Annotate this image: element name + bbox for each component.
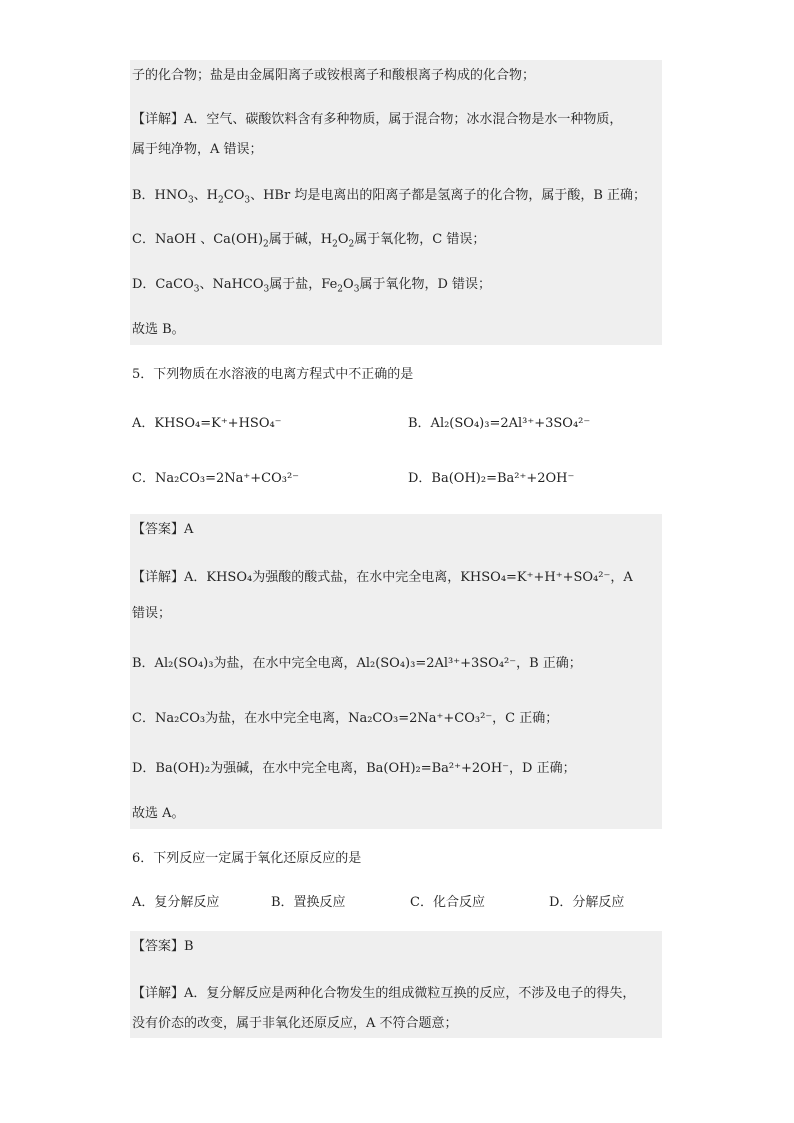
question-6-stem: 6．下列反应一定属于氧化还原反应的是 [132,851,362,866]
question-6-option-d: D．分解反应 [549,895,625,910]
explanation-heading: 【详解】A．空气、碳酸饮料含有多种物质，属于混合物；冰水混合物是水一种物质， [132,112,623,127]
question-5-option-d: D．Ba(OH)₂=Ba²⁺+2OH⁻ [408,471,575,486]
question-6-option-b: B．置换反应 [271,895,346,910]
question-6-option-c: C．化合反应 [410,895,485,910]
text-line-option-d: D．CaCO$_3$、NaHCO$_3$属于盐，$Fe_2O_3$属于氧化物，D 错误； [132,277,491,295]
question-5-option-b: B．Al₂(SO₄)₃=2Al³⁺+3SO₄²⁻ [408,416,591,431]
question-5-option-c: C．Na₂CO₃=2Na⁺+CO₃²⁻ [132,471,300,486]
explanation-6-a-cont: 没有价态的改变，属于非氧化还原反应，A 不符合题意； [132,1016,458,1031]
answer-5: 【答案】A [132,522,194,537]
explanation-5-b: B．Al₂(SO₄)₃为盐，在水中完全电离，Al₂(SO₄)₃=2Al³⁺+3SO₄²⁻，B 正确； [132,656,582,671]
question-5-stem: 5．下列物质在水溶液的电离方程式中不正确的是 [132,367,414,382]
text-line: 子的化合物；盐是由金属阳离子或铵根离子和酸根离子构成的化合物； [132,68,536,83]
explanation-5-a: 【详解】A．KHSO₄为强酸的酸式盐，在水中完全电离，KHSO₄=K⁺+H⁺+SO₄²⁻，A [132,570,633,585]
explanation-6-a: 【详解】A．复分解反应是两种化合物发生的组成微粒互换的反应，不涉及电子的得失， [132,986,636,1001]
explanation-5-c: C．Na₂CO₃为盐，在水中完全电离，Na₂CO₃=2Na⁺+CO₃²⁻，C 正确； [132,711,559,726]
question-6-option-a: A．复分解反应 [132,895,220,910]
answer-6: 【答案】B [132,939,194,954]
text-line-option-b: B．$HNO_3$、$H_2CO_3$、HBr 均是电离出的阳离子都是氢离子的化合物，属于酸，B 正确； [132,188,647,206]
explanation-5-d: D．Ba(OH)₂为强碱，在水中完全电离，Ba(OH)₂=Ba²⁺+2OH⁻，D 正确； [132,761,576,776]
conclusion-5: 故选 A。 [132,806,185,821]
text-line: 属于纯净物，A 错误； [132,142,263,157]
question-5-option-a: A．KHSO₄=K⁺+HSO₄⁻ [132,416,282,431]
text-line-option-c: C．NaOH 、$Ca(OH)_2$属于碱，$H_2O_2$属于氧化物，C 错误； [132,232,486,250]
explanation-5-a-cont: 错误； [132,606,172,621]
conclusion-line: 故选 B。 [132,322,185,337]
